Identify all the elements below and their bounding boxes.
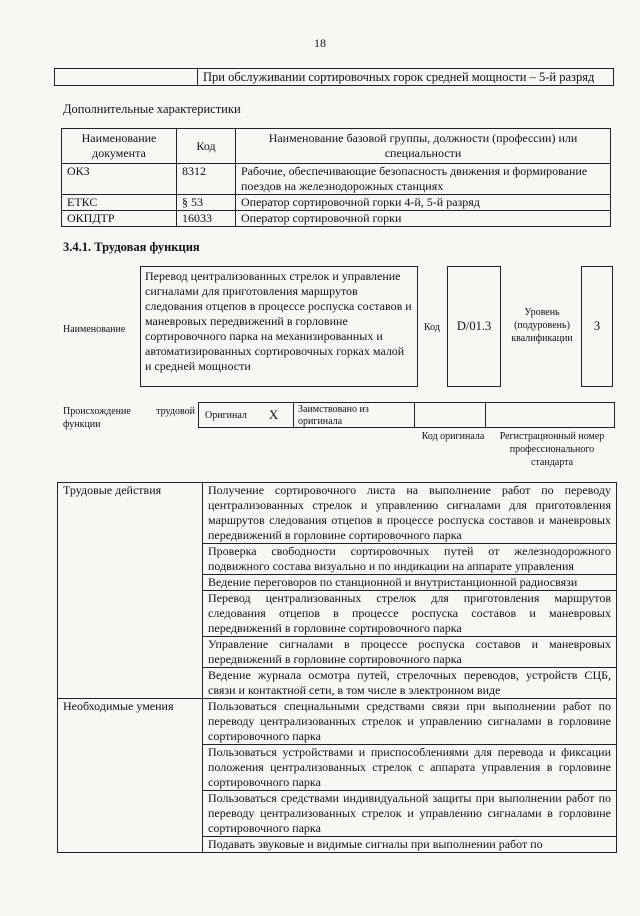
additional-table [61,128,611,227]
skill-item: Пользоваться средствами индивидуальной защиты при выполнении работ по переводу централизованных стрелок и управлению сигналами в горловине сортировочного парка [203,791,617,837]
header-code: Код [177,129,236,164]
header-name: Наименование базовой группы, должности (профессии) или специальности [236,129,611,164]
qualification-row-text: При обслуживании сортировочных горок средней мощности – 5-й разряд [198,69,614,86]
empty-cell [55,69,198,86]
level-value: 3 [581,266,613,387]
additional-title: Дополнительные характеристики [63,102,241,116]
action-item: Получение сортировочного листа на выполнение работ по переводу централизованных стрелок и управлению сигналами для приготовления маршрутов следования отцепов в процессе роспуска составов и маневровых передвижений в горловине сортировочного парка [203,483,617,544]
action-item: Ведение журнала осмотра путей, стрелочных переводов, устройств СЦБ, связи и контактной сети, в том числе в электронном виде [203,668,617,699]
action-item: Ведение переговоров по станционной и внутристанционной радиосвязи [203,575,617,591]
code-value: D/01.3 [447,266,501,387]
code-orig-label: Код оригинала [421,431,485,442]
original-cell [198,402,294,428]
original-mark: X [268,407,279,422]
reg-number-cell [485,402,615,428]
code-label: Код [424,322,440,333]
header-doc: Наименование документа [62,129,177,164]
actions-label: Трудовые действия [58,483,203,699]
original-label: Оригинал [205,409,247,421]
add-row-code: 16033 [177,211,236,227]
qualification-row-table [54,68,614,86]
skills-label: Необходимые умения [58,699,203,853]
add-row-name: Оператор сортировочной горки 4-й, 5-й разряд [236,195,611,211]
add-row-doc: ОКЗ [62,164,177,195]
action-item: Проверка свободности сортировочных путей от железнодорожного подвижного состава визуально и по индикации на аппарате управления [203,544,617,575]
skill-item: Пользоваться устройствами и приспособлениями для перевода и фиксации положения централизованных стрелок с аппарата управления в горловине сортировочного парка [203,745,617,791]
add-row-name: Рабочие, обеспечивающие безопасность движения и формирование поездов на железнодорожных станциях [236,164,611,195]
origin-label: Происхождение трудовой функции [63,406,195,430]
section-title: 3.4.1. Трудовая функция [63,240,200,254]
code-orig-cell [414,402,486,428]
function-name: Перевод централизованных стрелок и управление сигналами для приготовления маршрутов следования отцепов в процессе роспуска составов и маневровых передвижений в горловине сортировочного парка на механизированных и автоматизированных сортировочных горках малой и средней мощности [140,266,418,387]
skill-item: Пользоваться специальными средствами связи при выполнении работ по переводу централизованных стрелок и управлению сигналами в горловине сортировочного парка [203,699,617,745]
add-row-code: 8312 [177,164,236,195]
add-row-code: § 53 [177,195,236,211]
skill-item: Подавать звуковые и видимые сигналы при выполнении работ по [203,837,617,853]
work-function-table [57,482,617,853]
borrowed-cell: Заимствовано из оригинала [293,402,415,428]
action-item: Управление сигналами в процессе роспуска составов и маневровых передвижений в горловине сортировочного парка [203,637,617,668]
name-label: Наименование [63,324,126,335]
origin-row [198,402,615,428]
reg-number-label: Регистрационный номер профессионального стандарта [499,431,605,468]
action-item: Перевод централизованных стрелок для приготовления маршрутов следования отцепов в процессе роспуска составов и маневровых передвижений в горловине сортировочного парка [203,591,617,637]
add-row-doc: ОКПДТР [62,211,177,227]
page-number: 18 [314,36,326,50]
add-row-doc: ЕТКС [62,195,177,211]
add-row-name: Оператор сортировочной горки [236,211,611,227]
level-label: Уровень (подуровень) квалификации [511,307,573,344]
